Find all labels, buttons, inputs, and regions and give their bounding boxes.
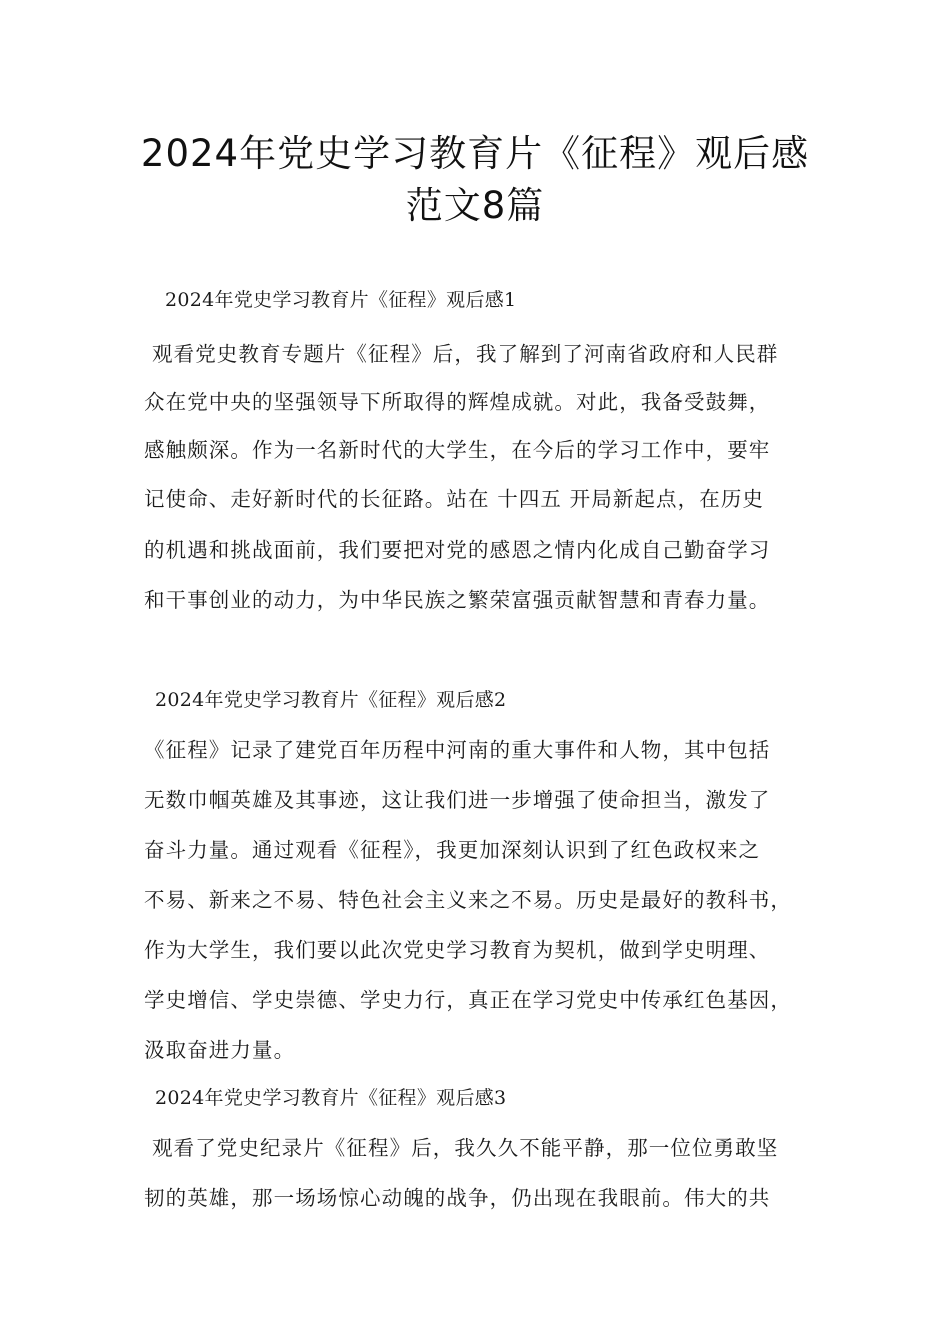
paragraph-line: 无数巾帼英雄及其事迹，这让我们进一步增强了使命担当，激发了 <box>144 788 771 812</box>
paragraph-line: 众在党中央的坚强领导下所取得的辉煌成就。对此，我备受鼓舞， <box>144 390 771 414</box>
document-title-line-1: 2024年党史学习教育片《征程》观后感 <box>140 132 810 175</box>
paragraph-line: 《征程》记录了建党百年历程中河南的重大事件和人物，其中包括 <box>144 738 771 762</box>
section-heading-3: 2024年党史学习教育片《征程》观后感3 <box>155 1087 507 1109</box>
section-heading-1: 2024年党史学习教育片《征程》观后感1 <box>165 289 517 311</box>
paragraph-line: 韧的英雄，那一场场惊心动魄的战争，仍出现在我眼前。伟大的共 <box>144 1186 771 1210</box>
paragraph-line: 奋斗力量。通过观看《征程》，我更加深刻认识到了红色政权来之 <box>144 838 761 862</box>
paragraph-line: 观看党史教育专题片《征程》后，我了解到了河南省政府和人民群 <box>152 342 779 366</box>
paragraph-line: 和干事创业的动力，为中华民族之繁荣富强贡献智慧和青春力量。 <box>144 588 771 612</box>
paragraph-line: 学史增信、学史崇德、学史力行，真正在学习党史中传承红色基因， <box>144 988 792 1012</box>
paragraph-line: 观看了党史纪录片《征程》后，我久久不能平静，那一位位勇敢坚 <box>152 1136 779 1160</box>
document-title-line-2: 范文8篇 <box>405 184 545 227</box>
paragraph-line: 汲取奋进力量。 <box>144 1038 296 1062</box>
paragraph-line: 的机遇和挑战面前，我们要把对党的感恩之情内化成自己勤奋学习 <box>144 538 771 562</box>
paragraph-line: 不易、新来之不易、特色社会主义来之不易。历史是最好的教科书， <box>144 888 792 912</box>
paragraph-line: 感触颇深。作为一名新时代的大学生，在今后的学习工作中，要牢 <box>144 438 771 462</box>
section-heading-2: 2024年党史学习教育片《征程》观后感2 <box>155 689 507 711</box>
paragraph-line: 记使命、走好新时代的长征路。站在 十四五 开局新起点，在历史 <box>144 487 765 511</box>
paragraph-line: 作为大学生，我们要以此次党史学习教育为契机，做到学史明理、 <box>144 938 771 962</box>
